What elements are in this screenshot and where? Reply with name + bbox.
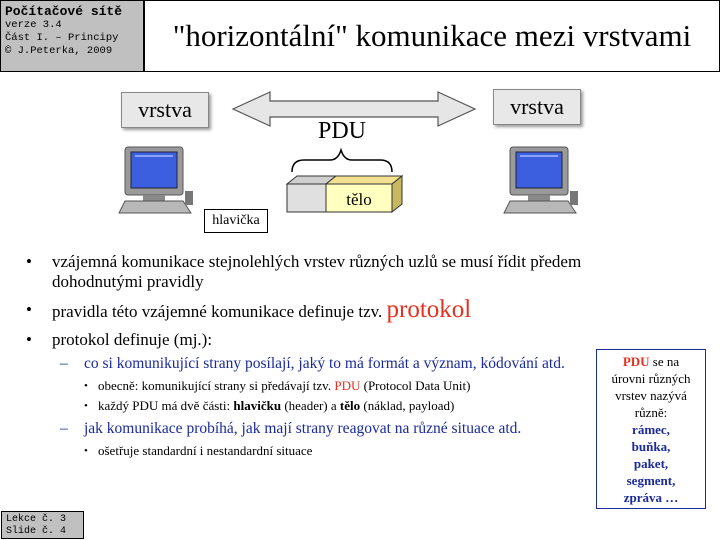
layer-box-right: vrstva — [493, 89, 581, 125]
computer-icon-right — [504, 147, 578, 213]
sub-bullet-1-text: co si komunikující strany posílají, jaký to má formát a význam, kódování atd. — [84, 355, 565, 372]
sub-bullet-2-text: jak komunikace probíhá, jak mají strany reagovat na různé situace atd. — [84, 420, 522, 437]
bullet-list — [26, 252, 606, 462]
sub-sub-bullet-1a — [26, 377, 606, 395]
dash-icon: – — [60, 420, 68, 437]
bullet-dot-icon: • — [84, 380, 88, 392]
situations-text: ošetřuje standardní i nestandardní situace — [98, 443, 313, 458]
callout-name-segment: segment, — [626, 473, 676, 488]
bullet-2 — [26, 296, 606, 323]
computer-icon-left — [119, 147, 193, 213]
course-info — [0, 0, 144, 72]
version-label: verze 3.4 — [5, 19, 62, 31]
copyright-label: © J.Peterka, 2009 — [5, 45, 113, 57]
slide-title: "horizontální" komunikace mezi vrstvami — [144, 0, 720, 72]
protocol-highlight: protokol — [386, 296, 472, 323]
bullet-dot-icon: • — [84, 400, 88, 412]
bullet-dot-icon: • — [84, 445, 88, 457]
lesson-number: Lekce č. 3 — [6, 514, 67, 525]
course-title: Počítačové sítě — [5, 4, 123, 19]
bullet-dot-icon: • — [26, 252, 32, 271]
sub-bullet-1 — [26, 354, 606, 373]
callout-box — [596, 349, 706, 509]
body-term: tělo — [339, 398, 361, 413]
bullet-3 — [26, 330, 606, 350]
header-term: hlavičku — [233, 398, 282, 413]
pdu-expansion: (Protocol Data Unit) — [363, 378, 471, 393]
callout-name-message: zpráva … — [623, 490, 679, 505]
callout-name-packet: paket, — [633, 456, 669, 471]
sub-sub-bullet-1b — [26, 397, 606, 415]
callout-pdu: PDU — [622, 354, 650, 369]
bullet-1-text: vzájemná komunikace stejnolehlých vrstev různých uzlů se musí řídit předem dohodnutými pravidly — [52, 252, 582, 291]
header-en: (header) a — [284, 398, 337, 413]
bullet-3-text: protokol definuje (mj.): — [52, 330, 213, 349]
lesson-info — [1, 511, 84, 539]
slide-number: Slide č. 4 — [6, 526, 67, 537]
pdu-parts-text: každý PDU má dvě části: — [98, 398, 231, 413]
pdu-highlight: PDU — [334, 378, 361, 393]
part-label: Část I. – Principy — [5, 32, 119, 44]
layer-box-left: vrstva — [121, 92, 209, 128]
callout-name-frame: rámec, — [632, 422, 670, 437]
dash-icon: – — [60, 355, 68, 372]
sub-sub-bullet-2a — [26, 442, 606, 460]
pdu-label: PDU — [318, 118, 367, 144]
header-label: hlavička — [204, 209, 268, 233]
pdu-intro-text: obecně: komunikující strany si předávají tzv. — [98, 378, 332, 393]
sub-bullet-2 — [26, 419, 606, 438]
bullet-1 — [26, 252, 606, 292]
body-label: tělo — [346, 190, 372, 209]
bullet-dot-icon: • — [26, 330, 32, 349]
bullet-dot-icon: • — [26, 300, 32, 319]
pdu-body-block — [326, 176, 402, 212]
callout-name-cell: buňka, — [631, 439, 671, 454]
callout-line-2: úrovni různých — [611, 371, 691, 386]
body-en: (náklad, payload) — [363, 398, 455, 413]
callout-line-3: vrstev nazývá — [615, 388, 687, 403]
pdu-brace — [292, 150, 392, 172]
callout-line-1: se na — [652, 354, 680, 369]
layer-diagram — [0, 72, 720, 242]
callout-line-4: různě: — [634, 405, 668, 420]
bullet-2-text: pravidla této vzájemné komunikace definuje tzv. — [52, 302, 383, 321]
